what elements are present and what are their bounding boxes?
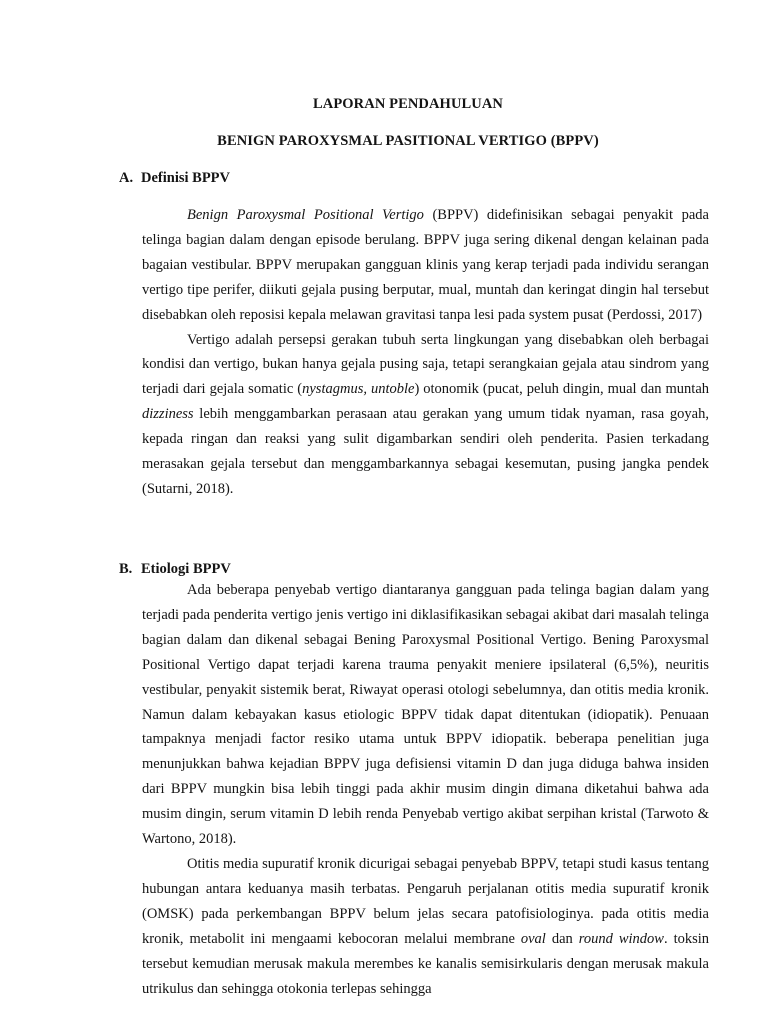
italic-text: nystagmus, untoble [302, 381, 415, 398]
text-run: (BPPV) didefinisikan sebagai penyakit pada telinga bagian dalam dengan episode berulang. BPPV juga sering dikenal dengan kelainan pada bagaian vestibular. BPPV merupakan gangguan klinis yang kerap terjadi pada individu serangan vertigo tipe perifer, diikuti gejala pusing berputar, mual, muntah dan keringat dingin hal tersebut disebabkan oleh reposisi kepala melawan gravitasi tanpa lesi pada system pusat (Perdossi, 2017) [142, 207, 709, 323]
text-run: . toksin tersebut kemudian merusak makula merembes ke kanalis semisirkularis dengan merusak makula utrikulus dan sehingga otokonia terlepas sehingga [142, 930, 710, 997]
text-run: Ada beberapa penyebab vertigo diantaranya gangguan pada telinga bagian dalam yang terjadi pada penderita vertigo jenis vertigo ini diklasifikasikan sebagai akibat dari masalah telinga bagian dalam dan dikenal sebagai Bening Paroxysmal Positional Vertigo. Bening Paroxysmal Positional Vertigo dapat terjadi karena trauma penyakit meniere ipsilateral (6,5%), neuritis vestibular, penyakit sistemik berat, Riwayat operasi otologi sebelumnya, dan otitis media kronik. Namun dalam kebayakan kasus etiologic BPPV tidak dapat ditentukan (idiopatik). Penuaan tampaknya menjadi factor resiko utama untuk BPPV idiopatik. beberapa penelitian juga menunjukkan bahwa kejadian BPPV juga defisiensi vitamin D dan juga diduga bahwa insiden dari BPPV mungkin bisa lebih tinggi pada akhir musim dingin dimana diketahui bahwa ada musim dingin, serum vitamin D lebih renda Penyebab vertigo akibat serpihan kristal (Tarwoto & Wartono, 2018). [142, 582, 709, 848]
italic-text: Benign Paroxysmal Positional Vertigo [187, 207, 424, 223]
text-run: dan [545, 930, 579, 947]
italic-text: oval [520, 930, 546, 947]
section-heading-definisi [119, 170, 230, 187]
section-body-definisi [142, 203, 709, 502]
paragraph [142, 328, 709, 502]
text-run: lebih menggambarkan perasaan atau gerakan yang umum tidak nyaman, rasa goyah, kepada ringan dan reaksi yang sulit digambarkan sendiri oleh penderita. Pasien terkadang merasakan gejala tersebut dan menggambarkannya sebagai kesemutan, pusing jangka pendek (Sutarni, 2018). [142, 406, 709, 497]
section-letter: B. [119, 561, 133, 577]
text-run: ) otonomik (pucat, peluh dingin, mual dan muntah [414, 381, 710, 398]
section-heading-etiologi [119, 561, 231, 578]
section-body-etiologi [142, 578, 709, 1001]
paragraph [142, 578, 709, 852]
section-title: Definisi BPPV [141, 170, 231, 186]
italic-text: round window [578, 930, 664, 947]
italic-text: dizziness [142, 406, 194, 423]
text-run: Vertigo adalah persepsi gerakan tubuh serta lingkungan yang disebabkan oleh berbagai kondisi dan vertigo, bukan hanya gejala pusing saja, tetapi serangkaian gejala atau sindrom yang terjadi dari gejala somatic ( [142, 331, 709, 398]
section-letter: A. [119, 170, 134, 186]
paragraph [142, 203, 709, 328]
section-title: Etiologi BPPV [141, 561, 231, 577]
document-subtitle: BENIGN PAROXYSMAL PASITIONAL VERTIGO (BPPV) [217, 133, 599, 149]
paragraph [142, 852, 709, 1001]
text-run: Otitis media supuratif kronik dicurigai sebagai penyebab BPPV, tetapi studi kasus tentang hubungan antara keduanya masih terbatas. Pengaruh perjalanan otitis media supuratif kronik (OMSK) pada perkembangan BPPV belum jelas secara patofisiologinya. pada otitis media kronik, metabolit ini mengaami kebocoran melalui membrane [142, 855, 709, 947]
document-title: LAPORAN PENDAHULUAN [313, 96, 503, 112]
